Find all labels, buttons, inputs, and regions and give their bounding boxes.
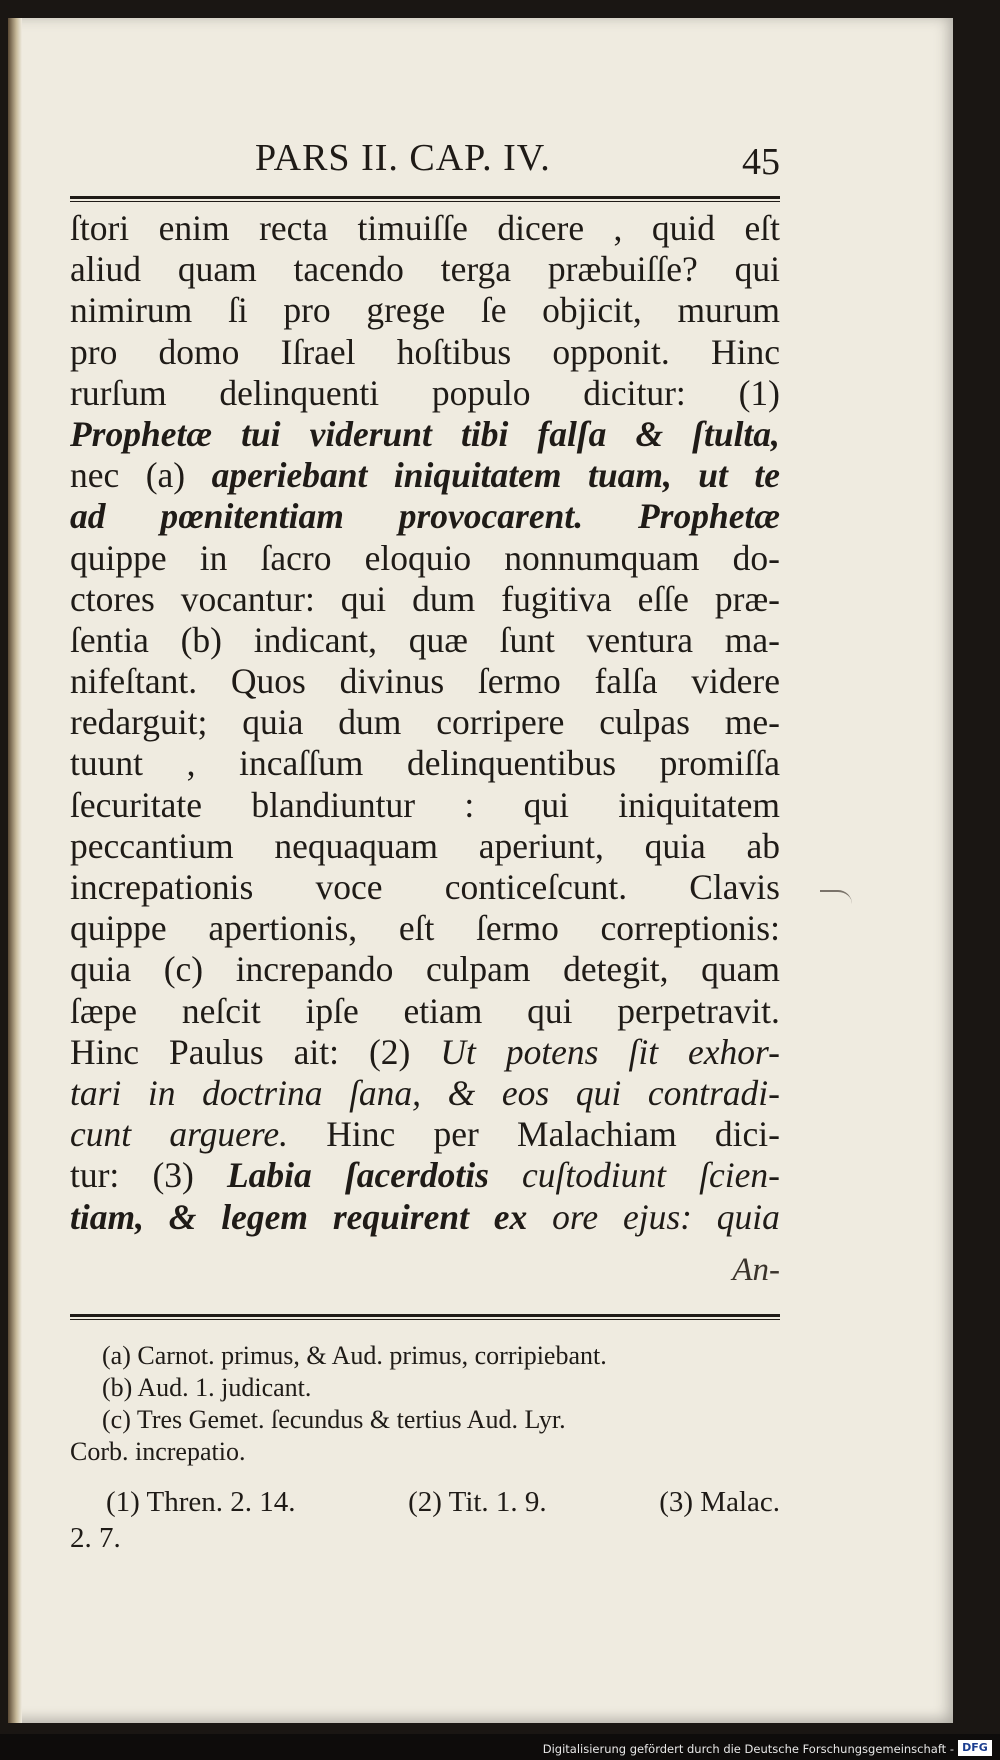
- word: delinquentibus: [407, 743, 617, 784]
- word: ſacro: [260, 537, 332, 578]
- text-line: [70, 620, 780, 661]
- word: Prophetæ: [637, 496, 780, 537]
- text-line: [70, 702, 780, 743]
- main-text: [70, 208, 780, 1238]
- word: quia: [644, 825, 706, 866]
- text-line: [70, 785, 780, 826]
- reference-3: (3) Malac.: [659, 1486, 780, 1518]
- word: provocarent.: [398, 496, 584, 537]
- page-gutter-shadow: [8, 18, 22, 1723]
- text-line: [70, 867, 780, 908]
- text-line: [70, 1073, 780, 1114]
- word: increpationis: [70, 867, 254, 907]
- word: dum: [338, 702, 402, 743]
- text-line: [70, 579, 780, 620]
- text-line: [70, 991, 780, 1032]
- word: quia: [716, 1196, 780, 1237]
- word: dici-: [714, 1114, 780, 1155]
- word: falſa: [594, 661, 658, 702]
- word: tacendo: [293, 249, 404, 290]
- word: te: [754, 455, 780, 496]
- word: Hinc: [710, 331, 780, 372]
- word: populo: [431, 372, 531, 413]
- word: Iſrael: [280, 331, 356, 372]
- word: tur:: [70, 1155, 120, 1196]
- word: qui: [734, 249, 780, 290]
- footnote-b: (b) Aud. 1. judicant.: [102, 1373, 312, 1402]
- text-line: [70, 496, 780, 537]
- word: quid: [651, 208, 715, 248]
- text-line: [70, 661, 780, 702]
- word: qui: [575, 1072, 622, 1113]
- word: conticeſcunt.: [444, 867, 628, 907]
- text-line: [70, 743, 780, 784]
- word: nec: [70, 455, 120, 496]
- word: (2): [368, 1031, 411, 1072]
- word: quippe: [70, 908, 167, 949]
- text-line: [70, 1197, 780, 1238]
- word: tibi: [460, 413, 509, 454]
- word: eloquio: [364, 537, 472, 578]
- word: in: [199, 537, 228, 578]
- word: eos: [501, 1072, 550, 1113]
- word: culpas: [599, 702, 690, 743]
- word: eſt: [398, 908, 435, 949]
- word: tari: [70, 1072, 122, 1113]
- text-line: [70, 455, 780, 496]
- word: ore: [552, 1196, 599, 1237]
- word: domo: [158, 331, 240, 372]
- word: Hinc: [326, 1114, 396, 1155]
- word: &: [168, 1196, 197, 1237]
- text-line: [70, 290, 780, 331]
- catchword: An-: [732, 1252, 780, 1288]
- reference-1: (1) Thren. 2. 14.: [106, 1486, 296, 1518]
- text-line: [70, 208, 780, 249]
- word: me-: [724, 702, 780, 743]
- margin-pencil-mark: [820, 890, 852, 910]
- word: (c): [163, 949, 204, 990]
- text-line: [70, 332, 780, 373]
- text-line: [70, 373, 780, 414]
- word: promiſſa: [659, 743, 780, 784]
- word: do-: [732, 537, 780, 578]
- word: ſtori: [70, 208, 130, 248]
- text-line: [70, 908, 780, 949]
- word: ventura: [586, 619, 694, 660]
- word: incaſſum: [239, 743, 364, 784]
- word: potens: [505, 1031, 599, 1072]
- word: præ-: [714, 578, 780, 619]
- word: rurſum: [70, 372, 167, 413]
- word: Hinc: [70, 1031, 140, 1072]
- text-line: [70, 1032, 780, 1073]
- word: enim: [158, 208, 230, 248]
- word: dicitur:: [583, 372, 686, 413]
- word: Malachiam: [517, 1114, 677, 1155]
- word: legem: [221, 1196, 308, 1237]
- word: voce: [315, 867, 383, 907]
- word: eſt: [744, 208, 780, 248]
- text-line: [70, 538, 780, 579]
- word: ſacerdotis: [344, 1155, 489, 1196]
- word: tuunt: [70, 743, 143, 784]
- word: qui: [523, 784, 569, 825]
- word: ſi: [227, 290, 248, 331]
- word: Clavis: [689, 867, 780, 907]
- word: nifeſtant.: [70, 661, 198, 702]
- word: ſana,: [349, 1072, 422, 1113]
- word: tuam,: [587, 455, 672, 496]
- word: :: [464, 784, 475, 825]
- footnote-rule: [70, 1314, 780, 1320]
- word: qui: [527, 990, 573, 1031]
- word: ſunt: [499, 619, 555, 660]
- word: ut: [698, 455, 728, 496]
- word: ,: [613, 208, 623, 248]
- scripture-references: [70, 1484, 780, 1556]
- word: ad: [70, 496, 106, 537]
- word: objicit,: [542, 290, 642, 331]
- text-line: [70, 1114, 780, 1155]
- word: indicant,: [253, 619, 377, 660]
- word: in: [147, 1072, 176, 1113]
- word: exhor-: [688, 1031, 780, 1072]
- word: falſa: [537, 413, 607, 454]
- word: arguere.: [169, 1114, 288, 1155]
- word: nimirum: [70, 290, 193, 331]
- word: viderunt: [309, 413, 432, 454]
- word: (a): [145, 455, 186, 496]
- word: quippe: [70, 537, 167, 578]
- text-line: [70, 949, 780, 990]
- word: &: [447, 1072, 476, 1113]
- word: Quos: [230, 661, 306, 702]
- word: Ut: [440, 1031, 476, 1072]
- word: Paulus: [168, 1031, 264, 1072]
- word: increpando: [235, 949, 394, 990]
- word: ſecuritate: [70, 784, 203, 825]
- word: blandiuntur: [251, 784, 416, 825]
- word: terga: [440, 249, 512, 290]
- word: ,: [186, 743, 196, 784]
- word: dum: [412, 578, 476, 619]
- word: cunt: [70, 1114, 132, 1155]
- word: pœnitentiam: [160, 496, 344, 537]
- word: ejus:: [622, 1196, 692, 1237]
- word: timuiſſe: [357, 208, 468, 248]
- word: ſentia: [70, 619, 149, 660]
- word: per: [433, 1114, 479, 1155]
- word: iniquitatem: [393, 455, 562, 496]
- word: ſæpe: [70, 990, 138, 1031]
- word: perpetravit.: [617, 990, 780, 1031]
- word: requirent: [332, 1196, 469, 1237]
- word: nonnumquam: [504, 537, 700, 578]
- word: Prophetæ: [70, 413, 212, 454]
- word: culpam: [425, 949, 531, 990]
- word: qui: [340, 578, 387, 619]
- reference-line: [70, 1484, 780, 1520]
- digitization-footer: [0, 1734, 1000, 1760]
- page-number: 45: [742, 141, 780, 183]
- word: aperiunt,: [478, 825, 604, 866]
- word: pro: [70, 331, 118, 372]
- text-line: [70, 249, 780, 290]
- word: (3): [152, 1155, 194, 1196]
- word: videre: [691, 661, 780, 702]
- reference-2: (2) Tit. 1. 9.: [408, 1486, 547, 1518]
- dfg-logo: DFG: [958, 1740, 992, 1756]
- running-title: PARS II. CAP. IV.: [255, 137, 551, 179]
- word: peccantium: [70, 825, 234, 866]
- word: ſtulta,: [692, 413, 780, 454]
- word: eſſe: [637, 578, 689, 619]
- word: delinquenti: [219, 372, 380, 413]
- text-line: [70, 1155, 780, 1196]
- word: ſermo: [477, 661, 561, 702]
- word: dicere: [497, 208, 585, 248]
- word: &: [635, 413, 664, 454]
- word: ma-: [724, 619, 780, 660]
- word: etiam: [403, 990, 483, 1031]
- footnote-c-line-1: (c) Tres Gemet. ſecundus & tertius Aud. Lyr.: [102, 1405, 566, 1434]
- word: pro: [283, 290, 331, 331]
- word: aliud: [70, 249, 141, 290]
- word: aperiebant: [211, 455, 368, 496]
- footnote-c-line-2: Corb. increpatio.: [70, 1437, 246, 1466]
- word: præbuiſſe?: [547, 249, 698, 290]
- header-rule: [70, 196, 780, 202]
- word: doctrina: [202, 1072, 323, 1113]
- word: ſe: [480, 290, 507, 331]
- word: hoſtibus: [396, 331, 512, 372]
- text-line: [70, 826, 780, 867]
- word: ait:: [293, 1031, 339, 1072]
- word: tiam,: [70, 1196, 144, 1237]
- word: nequaquam: [274, 825, 438, 866]
- word: iniquitatem: [618, 784, 780, 825]
- word: Labia: [227, 1155, 312, 1196]
- word: grege: [366, 290, 446, 331]
- word: fugitiva: [501, 578, 612, 619]
- word: ipſe: [305, 990, 359, 1031]
- word: ſcien-: [699, 1155, 780, 1196]
- word: cuſtodiunt: [522, 1155, 667, 1196]
- footnote-a: (a) Carnot. primus, & Aud. primus, corripiebant.: [102, 1341, 607, 1370]
- word: recta: [259, 208, 329, 248]
- word: redarguit;: [70, 702, 208, 743]
- word: quam: [701, 949, 780, 990]
- word: quia: [242, 702, 304, 743]
- word: ab: [746, 825, 780, 866]
- word: (b): [180, 619, 222, 660]
- word: detegit,: [563, 949, 669, 990]
- word: correptionis:: [600, 908, 780, 949]
- footnotes: [70, 1340, 780, 1556]
- word: corripere: [436, 702, 565, 743]
- word: ſit: [628, 1031, 659, 1072]
- word: quam: [177, 249, 257, 290]
- word: (1): [738, 372, 780, 413]
- word: opponit.: [552, 331, 670, 372]
- word: tui: [241, 413, 281, 454]
- word: divinus: [339, 661, 445, 702]
- word: ex: [493, 1196, 528, 1237]
- word: ctores: [70, 578, 155, 619]
- word: quia: [70, 949, 132, 990]
- reference-3-continued: 2. 7.: [70, 1522, 121, 1554]
- word: neſcit: [181, 990, 261, 1031]
- word: apertionis,: [208, 908, 358, 949]
- word: ſermo: [476, 908, 559, 949]
- word: quæ: [408, 619, 468, 660]
- word: vocantur:: [180, 578, 315, 619]
- page-header: [70, 130, 780, 190]
- word: murum: [677, 290, 780, 331]
- word: contradi-: [647, 1072, 780, 1113]
- funding-credit: Digitalisierung gefördert durch die Deutsche Forschungsgemeinschaft -: [542, 1742, 954, 1756]
- text-line: [70, 414, 780, 455]
